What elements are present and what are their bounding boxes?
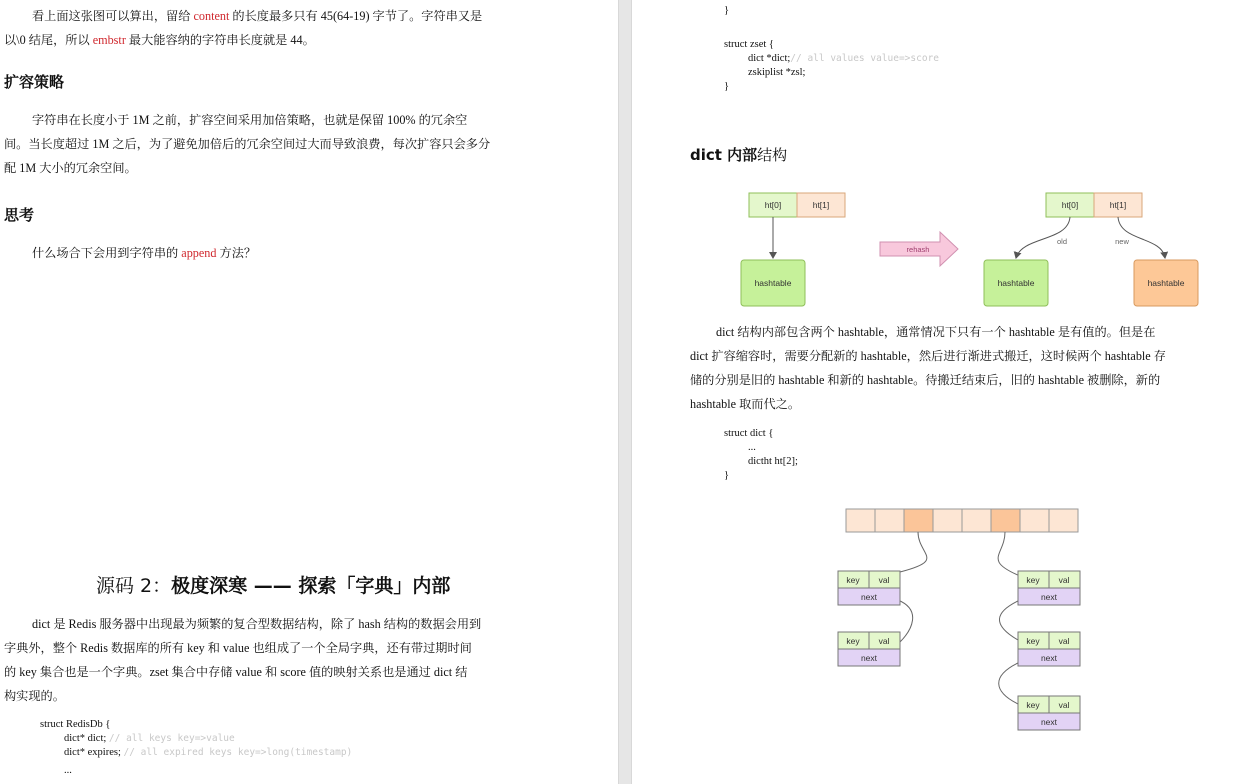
svg-text:val: val xyxy=(1058,636,1070,646)
svg-text:next: next xyxy=(860,653,878,663)
svg-text:key: key xyxy=(1026,575,1040,585)
svg-text:val: val xyxy=(1058,575,1070,585)
paragraph-dict-intro: dict 是 Redis 服务器中出现最为频繁的复合型数据结构，除了 hash 结构的数据会用到 字典外，整个 Redis 数据库的所有 key 和 value 也组成了一个全局字典，还有带过期时间 的 key 集合也是一个字典。zset 集合中存储 value 和 score 值的映射关系也是通过 dict 结 构实现的。 xyxy=(4,617,482,703)
code-zset: } struct zset { dict *dict;// all values value=>score zskiplist *zsl; } xyxy=(724,5,940,92)
keyword-content: content xyxy=(193,9,230,23)
dict-entry xyxy=(1018,696,1080,730)
chain-link xyxy=(999,662,1020,704)
ht1-label: ht[1] xyxy=(1109,200,1127,210)
svg-text:val: val xyxy=(1058,700,1070,710)
bucket xyxy=(1049,509,1078,532)
text-line: 以\0 结尾，所以 embstr 最大能容纳的字符串长度就是 44。 xyxy=(4,33,315,47)
code-comment: // all expired keys key=>long(timestamp) xyxy=(123,747,353,758)
old-label: old xyxy=(1056,237,1068,246)
code-comment: // all keys key=>value xyxy=(108,733,235,744)
right-page xyxy=(632,0,1238,784)
hashtable-chain-diagram xyxy=(632,500,1238,740)
code-redisdb: struct RedisDb { dict* dict; // all keys key=>value dict* expires; // all expired keys key=>long(timestamp) ... xyxy=(40,719,353,776)
svg-text:next: next xyxy=(860,592,878,602)
svg-text:next: next xyxy=(1040,592,1058,602)
chain-link xyxy=(900,532,927,572)
bucket xyxy=(962,509,991,532)
svg-text:next: next xyxy=(1040,653,1058,663)
dict-entry xyxy=(838,632,900,666)
dict-entry xyxy=(1018,632,1080,666)
bucket xyxy=(1020,509,1049,532)
chapter-title: 源码 2：极度深寒 —— 探索「字典」内部 xyxy=(96,575,451,597)
ht0-label: ht[0] xyxy=(1061,200,1079,210)
svg-text:next: next xyxy=(1040,717,1058,727)
bucket xyxy=(875,509,904,532)
svg-text:key: key xyxy=(846,636,860,646)
hashtable-label: hashtable xyxy=(997,278,1035,288)
paragraph-dict-structure: dict 结构内部包含两个 hashtable，通常情况下只有一个 hashtable 是有值的。但是在 dict 扩容缩容时，需要分配新的 hashtable，然后进行渐进式搬迁，这时候两个 hashtable 存 储的分别是旧的 hashtable 和新的 hashtable。待搬迁结束后，旧的 hashtable 被删除，新的 hashtable 取而代之。 xyxy=(690,325,1166,411)
dict-rehash-diagram xyxy=(632,180,1238,310)
ht0-label: ht[0] xyxy=(764,200,782,210)
svg-text:key: key xyxy=(1026,700,1040,710)
bucket-used xyxy=(904,509,933,532)
svg-text:val: val xyxy=(878,636,890,646)
text-line: 看上面这张图可以算出，留给 content 的长度最多只有 45(64-19) 字节了。字符串又是 xyxy=(32,9,483,23)
hashtable-label: hashtable xyxy=(1147,278,1185,288)
paragraph-think: 什么场合下会用到字符串的 append 方法？ xyxy=(32,246,257,260)
svg-text:key: key xyxy=(846,575,860,585)
code-dict: struct dict { ... dictht ht[2]; } xyxy=(724,428,798,481)
heading-think: 思考 xyxy=(4,206,35,224)
paragraph-expand-strategy: 字符串在长度小于 1M 之前，扩容空间采用加倍策略，也就是保留 100% 的冗余空 间。当长度超过 1M 之后，为了避免加倍后的冗余空间过大而导致浪费，每次扩容只会多分 配 1M 大小的冗余空间。 xyxy=(4,113,491,175)
code-comment: // all values value=>score xyxy=(790,53,940,64)
paragraph-embstr xyxy=(4,4,604,52)
heading-dict-structure: dict 内部结构 xyxy=(690,146,788,164)
keyword-embstr: embstr xyxy=(92,33,126,47)
rehash-label: rehash xyxy=(906,245,930,254)
bucket xyxy=(846,509,875,532)
dict-entry xyxy=(1018,571,1080,605)
hashtable-label: hashtable xyxy=(754,278,792,288)
page-gutter xyxy=(618,0,632,784)
dict-entry xyxy=(838,571,900,605)
bucket-used xyxy=(991,509,1020,532)
left-page xyxy=(0,0,618,784)
chain-link xyxy=(998,532,1020,576)
chain-link xyxy=(999,600,1020,640)
new-label: new xyxy=(1115,237,1129,246)
bucket xyxy=(933,509,962,532)
heading-expand-strategy: 扩容策略 xyxy=(4,73,65,91)
ht1-label: ht[1] xyxy=(812,200,830,210)
svg-text:val: val xyxy=(878,575,890,585)
svg-text:key: key xyxy=(1026,636,1040,646)
keyword-append: append xyxy=(181,246,217,260)
